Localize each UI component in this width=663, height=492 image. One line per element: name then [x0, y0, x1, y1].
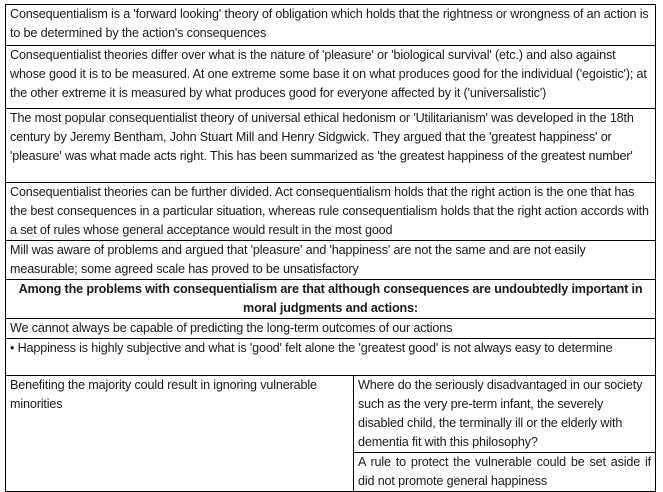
utilitarianism-cell: The most popular consequentialist theory of universal ethical hedonism or 'Utilitarianism' was developed in the 18th century by Jeremy Bentham, John Stuart Mill and Henry Sidgwick. They argued that the 'greatest happiness' or 'pleasure' was what made acts right. This has been summarized as 'the greatest happiness of the greatest number'	[6, 109, 656, 183]
table-row	[6, 241, 656, 280]
table-row	[6, 376, 656, 453]
protect-vulnerable-cell: A rule to protect the vulnerable could be set aside if did not promote general happiness	[354, 453, 656, 492]
prediction-problem-cell: We cannot always be capable of predicting the long-term outcomes of our actions	[6, 319, 656, 339]
disadvantaged-question-cell: Where do the seriously disadvantaged in our society such as the very pre-term infant, the severely disabled child, the terminally ill or the elderly with dementia fit with this philosophy?	[354, 376, 656, 453]
mill-cell: Mill was aware of problems and argued that 'pleasure' and 'happiness' are not the same and are not easily measurable; some agreed scale has proved to be unsatisfactory	[6, 241, 656, 280]
table-row	[6, 109, 656, 183]
table-row	[6, 46, 656, 109]
theories-differ-cell: Consequentialist theories differ over what is the nature of 'pleasure' or 'biological survival' (etc.) and also against whose good it is to be measured. At one extreme some base it on what produces good for the individual ('egoistic'); at the other extreme it is measured by what produces good for everyone affected by it ('universalistic')	[6, 46, 656, 109]
table-row	[6, 319, 656, 339]
table-row	[6, 339, 656, 376]
table-row	[6, 183, 656, 241]
consequentialism-table	[5, 4, 656, 492]
table-row	[6, 280, 656, 319]
table-row	[6, 5, 656, 46]
majority-minorities-cell: Benefiting the majority could result in ignoring vulnerable minorities	[6, 376, 354, 492]
definition-cell: Consequentialism is a 'forward looking' theory of obligation which holds that the rightness or wrongness of an action is to be determined by the action's consequences	[6, 5, 656, 46]
act-rule-cell: Consequentialist theories can be further divided. Act consequentialism holds that the right action is the one that has the best consequences in a particular situation, whereas rule consequentialism holds that the right action accords with a set of rules whose general acceptance would result in the most good	[6, 183, 656, 241]
subjective-happiness-cell: • Happiness is highly subjective and what is 'good' felt alone the 'greatest good' is not always easy to determine	[6, 339, 656, 376]
problems-heading: Among the problems with consequentialism are that although consequences are undoubtedly important in moral judgments and actions:	[6, 280, 656, 319]
